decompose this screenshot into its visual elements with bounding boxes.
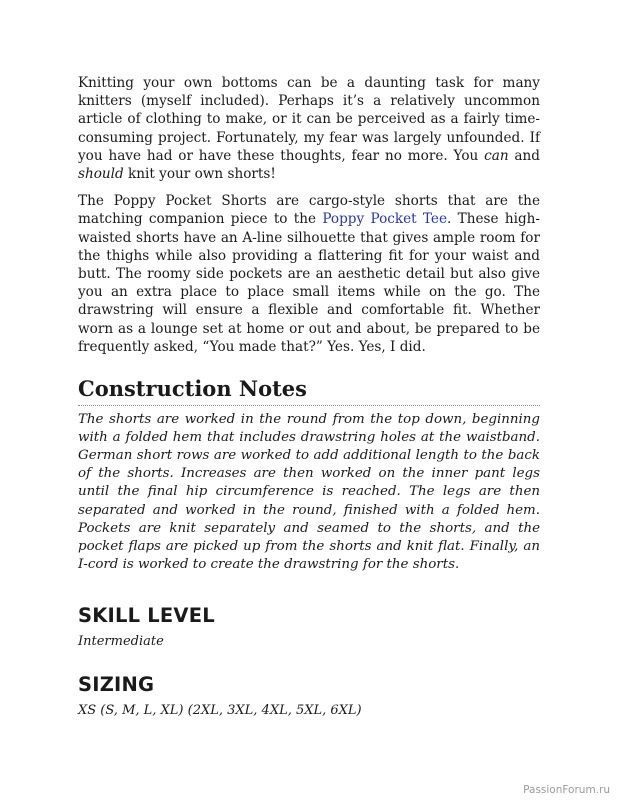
construction-notes-text: The shorts are worked in the round from the top down, beginning with a folded hem that includes drawstring holes at the waistband. German short rows are worked to add additional length to the back of the shorts. Increases are then worked on the inner pant legs until the final hip circumference is reached. The legs are then separated and worked in the round, finished with a folded hem. Pockets are knit separately and seamed to the shorts, and the pocket flaps are picked up from the shorts and knit flat. Finally, an I-cord is worked to create the drawstring for the shorts.: [78, 412, 540, 572]
intro-text: knit your own shorts!: [123, 166, 276, 183]
emphasis-should: should: [78, 166, 124, 183]
construction-notes-heading: Construction Notes: [78, 376, 540, 406]
intro-text: Knitting your own bottoms can be a daunting task for many knitters (myself included). Perhaps it’s a relatively uncommon article of clothing to make, or it can be perceived as a fairly time-consuming project. Fortunately, my fear was largely unfounded. If you have had or have these thoughts, fear no more. You: [78, 75, 540, 164]
intro-text: . These high-waisted shorts have an A-line silhouette that gives ample room for the thighs while also providing a flattering fit for your waist and butt. The roomy side pockets are an aesthetic detail but also give you an extra place to place small items while on the go. The drawstring will ensure a flexible and comfortable fit. Whether worn as a lounge set at home or out and about, be prepared to be frequently asked, “You made that?” Yes. Yes, I did.: [78, 211, 540, 355]
intro-paragraph-1: [78, 74, 540, 183]
skill-level-heading: SKILL LEVEL: [78, 603, 215, 627]
poppy-pocket-tee-link[interactable]: Poppy Pocket Tee: [322, 211, 448, 228]
watermark: PassionForum.ru: [523, 784, 610, 796]
intro-text: and: [508, 147, 540, 164]
intro-text: The Poppy Pocket Shorts are cargo-style shorts that are the matching companion piece to the: [78, 193, 540, 228]
sizing-heading: SIZING: [78, 672, 155, 696]
document-page: [78, 74, 540, 720]
skill-level-value: Intermediate: [78, 633, 164, 649]
intro-paragraph-2: [78, 192, 540, 356]
emphasis-can: can: [484, 147, 509, 164]
sizing-value: XS (S, M, L, XL) (2XL, 3XL, 4XL, 5XL, 6XL): [78, 702, 362, 718]
